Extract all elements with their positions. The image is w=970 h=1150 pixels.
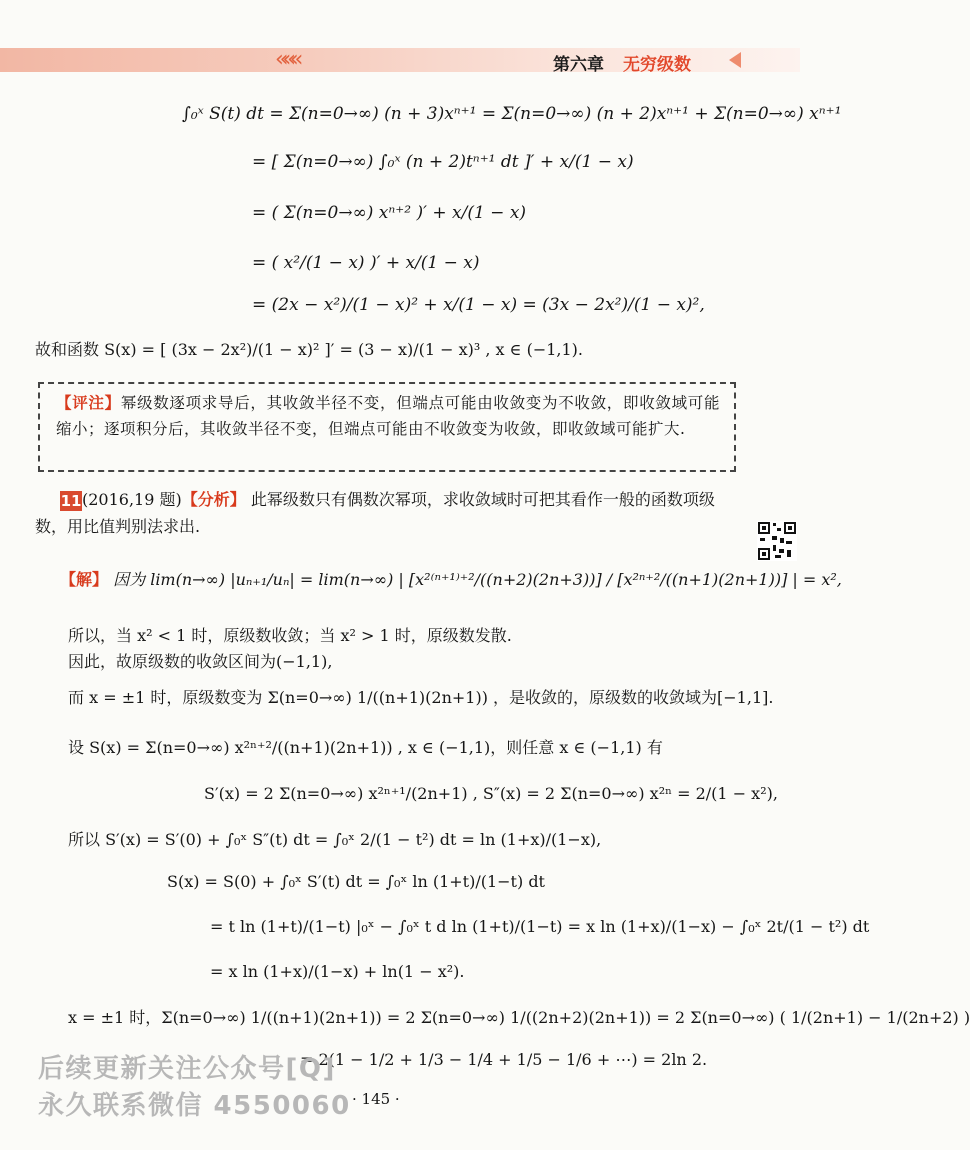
- problem-source: (2016,19 题): [82, 490, 182, 509]
- triangle-marker-icon: [729, 52, 741, 68]
- integral-equation-line-1: ∫₀ˣ S(t) dt = Σ(n=0→∞) (n + 3)xⁿ⁺¹ = Σ(n=0→∞) (n + 2)xⁿ⁺¹ + Σ(n=0→∞) xⁿ⁺¹: [182, 104, 842, 124]
- chapter-number: 第六章: [553, 55, 604, 75]
- remark-label: 【评注】: [56, 393, 121, 412]
- analysis-text-1: 此幂级数只有偶数次幂项，求收敛域时可把其看作一般的函数项级: [250, 490, 715, 509]
- solution-line-b: 因此，故原级数的收敛区间为(−1,1),: [68, 652, 333, 671]
- sum-function-conclusion: 故和函数 S(x) = [ (3x − 2x²)/(1 − x)² ]′ = (3 − x)/(1 − x)³ , x ∈ (−1,1).: [35, 340, 584, 359]
- solution-line-d: 设 S(x) = Σ(n=0→∞) x²ⁿ⁺²/((n+1)(2n+1)) , x ∈ (−1,1)，则任意 x ∈ (−1,1) 有: [68, 738, 663, 757]
- solution-line-e: S′(x) = 2 Σ(n=0→∞) x²ⁿ⁺¹/(2n+1) , S″(x) = 2 Σ(n=0→∞) x²ⁿ = 2/(1 − x²),: [204, 784, 778, 803]
- integral-equation-line-3: = ( Σ(n=0→∞) xⁿ⁺² )′ + x/(1 − x): [252, 203, 527, 223]
- solution-line-f: 所以 S′(x) = S′(0) + ∫₀ˣ S″(t) dt = ∫₀ˣ 2/(1 − t²) dt = ln (1+x)/(1−x),: [68, 830, 602, 849]
- chapter-title: 无穷级数: [623, 55, 691, 75]
- page-number: · 145 ·: [352, 1090, 400, 1108]
- solution-line-j: x = ±1 时，Σ(n=0→∞) 1/((n+1)(2n+1)) = 2 Σ(n=0→∞) 1/((2n+2)(2n+1)) = 2 Σ(n=0→∞) ( 1/(2n+1) − 1/(2n+2) ): [68, 1008, 970, 1027]
- solution-label: 【解】: [60, 570, 109, 589]
- solution-line-i: = x ln (1+x)/(1−x) + ln(1 − x²).: [210, 962, 465, 981]
- remark-text: [56, 390, 720, 442]
- integral-equation-line-4: = ( x²/(1 − x) )′ + x/(1 − x): [252, 253, 480, 273]
- watermark-line-1: 后续更新关注公众号[Q]: [38, 1054, 336, 1084]
- chevron-decoration-icon: «««: [275, 47, 298, 72]
- integral-equation-line-5: = (2x − x²)/(1 − x)² + x/(1 − x) = (3x − 2x²)/(1 − x)²,: [252, 295, 705, 315]
- solution-line-h: = t ln (1+t)/(1−t) |₀ˣ − ∫₀ˣ t d ln (1+t)/(1−t) = x ln (1+x)/(1−x) − ∫₀ˣ 2t/(1 − t²) dt: [210, 917, 870, 936]
- watermark-line-2: 永久联系微信 4550060: [38, 1091, 351, 1121]
- qr-code-icon: [757, 521, 797, 561]
- solution-line-a: 所以，当 x² < 1 时，原级数收敛；当 x² > 1 时，原级数发散.: [68, 626, 512, 645]
- remark-box: [38, 382, 736, 472]
- problem-heading: [60, 490, 715, 511]
- problem-number-badge: 11: [60, 491, 82, 510]
- solution-line-k: = 2(1 − 1/2 + 1/3 − 1/4 + 1/5 − 1/6 + ⋯) = 2ln 2.: [300, 1050, 708, 1069]
- solution-line-c: 而 x = ±1 时，原级数变为 Σ(n=0→∞) 1/((n+1)(2n+1)) ，是收敛的，原级数的收敛域为[−1,1].: [68, 688, 774, 707]
- analysis-label: 【分析】: [181, 490, 246, 509]
- analysis-text-2: 数，用比值判别法求出.: [35, 517, 201, 536]
- integral-equation-line-2: = [ Σ(n=0→∞) ∫₀ˣ (n + 2)tⁿ⁺¹ dt ]′ + x/(1 − x): [252, 152, 634, 172]
- solution-ratio-line: [60, 570, 842, 590]
- remark-body: 幂级数逐项求导后，其收敛半径不变，但端点可能由收敛变为不收敛，即收敛域可能缩小；逐项积分后，其收敛半径不变，但端点可能由不收敛变为收敛，即收敛域可能扩大.: [56, 394, 720, 438]
- solution-line-g: S(x) = S(0) + ∫₀ˣ S′(t) dt = ∫₀ˣ ln (1+t)/(1−t) dt: [167, 872, 545, 891]
- ratio-test-formula: 因为 lim(n→∞) |uₙ₊₁/uₙ| = lim(n→∞) | [x²⁽ⁿ⁺¹⁾⁺²/((n+2)(2n+3))] / [x²ⁿ⁺²/((n+1)(2n+1))] | = x²,: [113, 570, 842, 589]
